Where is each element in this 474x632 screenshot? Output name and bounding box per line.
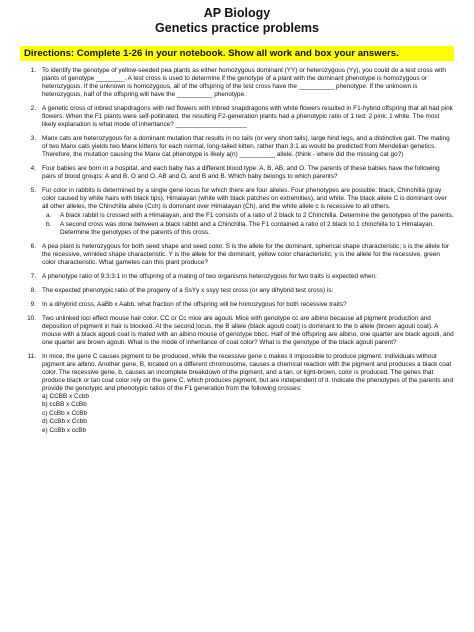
cross-item: a) CCBB x Ccbb bbox=[42, 393, 89, 400]
question-text: Fur color in rabbits is determined by a single gene locus for which there are four alleles. Four phenotypes are possible: black, Chinchilla (gray color caused by white hairs with black tips), Himalayan (white with black patches on extremities), and white. The black allele C is dominant over all other alleles, the Chinchilla allele (Cch) is dominant over Himalayan (Ch), and the white allele c is recessive to all others. bbox=[42, 187, 447, 210]
page-title: AP Biology bbox=[203, 6, 271, 20]
question-7: 7. A phenotype ratio of 9:3:3:1 in the offspring of a mating of two organisms heterozygous for two traits is expected when: bbox=[30, 273, 377, 280]
cross-item: b) ccBB x CcBb bbox=[42, 401, 87, 409]
question-3: 3. Manx cats are heterozygous for a dominant mutation that results in no tails (or very short tails), large hind legs, and a distinctive gait. The mating of two Manx cats yields two Manx kittens for each normal, long-tailed kitten, rather than 3:1 as would be predicted from Mendelian genetics. Therefore, the mutation causing the Manx cat phenotype is likely a(n) __________ allele. (think - where did the missing cat go?) bbox=[30, 135, 450, 158]
directions-banner: Directions: Complete 1-26 in your notebook. Show all work and box your answers. bbox=[20, 46, 454, 61]
question-1: 1. To identify the genotype of yellow-seeded pea plants as either homozygous dominant (YY) or heterozygous (Yy), you could do a test cross with plants of genotype ________. A test cross is used to determine if the genotype of a plant with the dominant phenotype is homozygous or heterozygous. If the unknown is homozygous, all of the offspring of the test cross have the __________ phenotype. If the unknown is heterozygous, half of the offspring will have the __________ phenotype. bbox=[30, 67, 446, 98]
cross-item: c) CcBb x CcBb bbox=[42, 409, 88, 417]
question-11: 11. In mice, the gene C causes pigment to be produced, while the recessive gene c makes it impossible to produce pigment. Individuals without pigment are albino. Another gene, B, located on a different chromosome, causes a chemical reaction with the pigment and produces a black coat color. The recessive gene, b, causes an incomplete breakdown of the pigment, and a tan, or light-brown, color is produced. The genes that produce black or tan coat color rely on the gene C, which produces pigment, but are independent of it. Indicate the phenotypes of the parents and provide the genotypic and phenotypic ratios of the F1 generation from the following crosses: a) CCBB x Ccbb b) ccBB x CcBb c) CcBb x CcBb d) CcBb x Ccbb e) CcBb x ccBb bbox=[27, 353, 454, 434]
question-6: 6. A pea plant is heterozygous for both seed shape and seed color. S is the allele for the dominant, spherical shape characteristic; s is the allele for the recessive, wrinkled shape characteristic. Y is the allele for the dominant, yellow color characteristic; y is the allele for the recessive, green color characteristic. What gametes can this plant produce? bbox=[30, 243, 450, 266]
question-9: 9. In a dihybrid cross, AaBb x Aabb, what fraction of the offspring will be homozygous for both recessive traits? bbox=[30, 301, 347, 308]
question-text: In mice, the gene C causes pigment to be produced, while the recessive gene c makes it impossible to produce pigment. Individuals without pigment are albino. Another gene, B, located on a different chromosome, causes a chemical reaction with the pigment and produces a black coat color. The recessive gene, b, causes an incomplete breakdown of the pigment, and a tan, or light-brown, color is produced. The genes that produce black or tan coat color rely on the gene C, which produces pigment, but are independent of it. Indicate the phenotypes of the parents and provide the genotypic and phenotypic ratios of the F1 generation from the following crosses: bbox=[42, 353, 454, 392]
page-subtitle: Genetics practice problems bbox=[155, 21, 319, 35]
sub-question-a: a. A black rabbit is crossed with a Himalayan, and the F1 consists of a ratio of 2 black to 2 Chinchilla. Determine the genotypes of the parents. bbox=[46, 212, 454, 219]
question-5: 5. Fur color in rabbits is determined by a single gene locus for which there are four alleles. Four phenotypes are possible: black, Chinchilla (gray color caused by white hairs with black tips), Himalayan (white with black patches on extremities), and white. The black allele C is dominant over all other alleles, the Chinchilla allele (Cch) is dominant over Himalayan (Ch), and the white allele c is recessive to all others. a. A black rabbit is crossed with a Himalayan, and the F1 consists of a ratio of 2 black to 2 Chinchilla. Determine the genotypes of the parents. b. A second cross was done between a black rabbit and a Chinchilla. The F1 contained a ratio of 2 black to 1 chinchilla to 1 Himalayan. Determine the genotypes of the parents of this cross. bbox=[30, 187, 454, 236]
question-2: 2. A genetic cross of inbred snapdragons with red flowers with inbred snapdragons with white flowers resulted in F1-hybrid offspring that all had pink flowers. When the F1 plants were self-pollinated, the resulting F2-generation plants had a phenotypic ratio of 1 red: 2 pink: 1 white. The most likely explanation is what mode of inheritance? ____________________ bbox=[30, 105, 453, 128]
question-4: 4. Four babies are born in a hospital, and each baby has a different blood type: A, B, AB, and O. The parents of these babies have the following pairs of blood groups: A and B, O and O, AB and O, and B and B. Which baby belongs to which parents? bbox=[30, 165, 440, 180]
cross-item: d) CcBb x Ccbb bbox=[42, 418, 87, 426]
question-8: 8. The expected phenotypic ratio of the progeny of a SsYy x ssyy test cross (or any dihybrid test cross) is: bbox=[30, 287, 334, 294]
cross-item: e) CcBb x ccBb bbox=[42, 426, 87, 434]
question-list bbox=[20, 67, 454, 435]
question-10: 10. Two unlinked loci effect mouse hair color. CC or Cc mice are agouti. Mice with genotype cc are albino because all pigment production and deposition of pigment in hair is blocked. At the second locus, the B allele (black agouti coat) is dominant to the b allele (brown agouti coat). A mouse with a black agouti coat is mated with an albino mouse of genotype bbcc. Half of the offspring are albino, one quarter are black agouti, and one quarter are brown agouti. What is the mode of inheritance of coat color? What is the genotype of the black agouti parent? bbox=[27, 315, 454, 346]
sub-question-b: b. A second cross was done between a black rabbit and a Chinchilla. The F1 contained a ratio of 2 black to 1 chinchilla to 1 Himalayan. Determine the genotypes of the parents of this cross. bbox=[46, 221, 434, 236]
